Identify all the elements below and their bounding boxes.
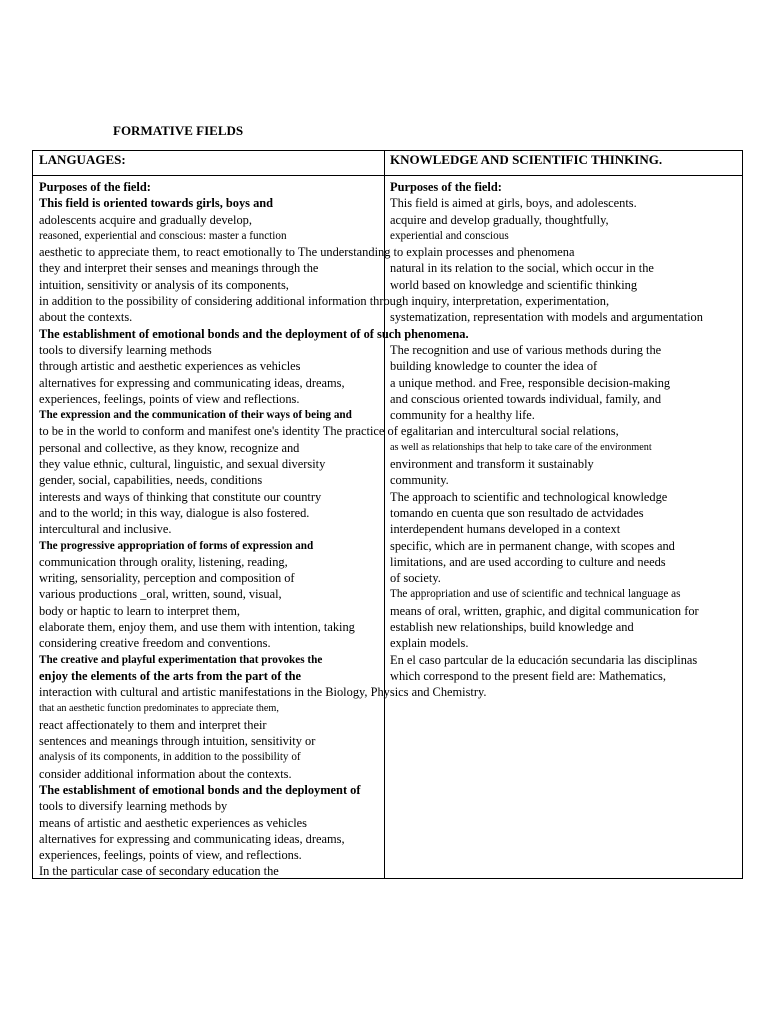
text-line: they and interpret their senses and meanings through the [39,261,319,276]
text-line: considering creative freedom and conventions. [39,636,271,651]
text-line: enjoy the elements of the arts from the part of the [39,668,301,683]
text-line: interests and ways of thinking that constitute our country [39,489,322,504]
text-line: community for a healthy life. [390,408,535,423]
text-line: in addition to the possibility of considering additional information through inquiry, interpretation, experimentation, [39,294,610,309]
text-line: The progressive appropriation of forms of expression and [39,539,314,552]
text-line: various productions _oral, written, sound, visual, [39,587,282,602]
text-line [390,244,703,260]
text-line: The establishment of emotional bonds and the deployment of of such phenomena. [39,326,469,341]
text-line: that an aesthetic function predominates to appreciate them, [39,702,279,714]
text-line: specific, which are in permanent change, with scopes and [390,538,675,553]
text-line: explain models. [390,636,469,651]
text-line: The creative and playful experimentation that provokes the [39,653,323,666]
text-line: alternatives for expressing and communicating ideas, dreams, [39,375,345,390]
text-line: natural in its relation to the social, which occur in the [390,261,654,276]
text-line: adolescents acquire and gradually develop, [39,212,252,227]
formative-fields-table [32,150,743,879]
text-line: react affectionately to them and interpret their [39,717,267,732]
text-line: interaction with cultural and artistic manifestations in the Biology, Physics and Chemistry. [39,685,487,700]
text-line: establish new relationships, build knowledge and [390,620,634,635]
text-line [390,326,703,342]
text-line: a unique method. and Free, responsible decision-making [390,375,671,390]
text-line: In the particular case of secondary education the [39,864,279,879]
text-line: communication through orality, listening, reading, [39,554,288,569]
text-line: intuition, sensitivity or analysis of its components, [39,277,289,292]
text-line: consider additional information about the contexts. [39,766,292,781]
text-line: personal and collective, as they know, recognize and [39,440,300,455]
text-line: through artistic and aesthetic experiences as vehicles [39,359,301,374]
text-line: environment and transform it sustainably [390,457,594,472]
knowledge-column [390,179,703,684]
text-line: This field is aimed at girls, boys, and adolescents. [390,196,637,211]
text-line: interdependent humans developed in a context [390,522,621,537]
text-line: community. [390,473,449,488]
text-line: and to the world; in this way, dialogue is also fostered. [39,505,310,520]
text-line: about the contexts. [39,310,133,325]
text-line: intercultural and inclusive. [39,522,172,537]
languages-header: LANGUAGES: [39,152,126,167]
text-line [390,423,703,439]
text-line: experiential and conscious [390,229,509,242]
text-line: to be in the world to conform and manifest one's identity The practice of egalitarian and intercultural social relations, [39,424,619,439]
text-line: The recognition and use of various methods during the [390,342,662,357]
text-line: sentences and meanings through intuition, sensitivity or [39,734,316,749]
text-line: systematization, representation with models and argumentation [390,310,703,325]
text-line: aesthetic to appreciate them, to react emotionally to The understanding to explain processes and phenomena [39,245,575,260]
text-line: En el caso partcular de la educación secundaria las disciplinas [390,652,698,667]
text-line: Purposes of the field: [39,180,151,194]
text-line: means of artistic and aesthetic experiences as vehicles [39,815,308,830]
text-line: means of oral, written, graphic, and digital communication for [390,603,699,618]
text-line: body or haptic to learn to interpret them, [39,603,240,618]
text-line: of society. [390,571,441,586]
text-line: reasoned, experiential and conscious: master a function [39,229,287,242]
text-line: The establishment of emotional bonds and the deployment of [39,782,361,797]
text-line: The approach to scientific and technological knowledge [390,489,668,504]
text-line: they value ethnic, cultural, linguistic, and sexual diversity [39,457,326,472]
text-line: tools to diversify learning methods by [39,799,228,814]
text-line: writing, sensoriality, perception and composition of [39,571,295,586]
text-line: limitations, and are used according to culture and needs [390,554,666,569]
text-line: as well as relationships that help to take care of the environment [390,441,652,453]
text-line: experiences, feelings, points of view and reflections. [39,391,300,406]
text-line: alternatives for expressing and communicating ideas, dreams, [39,831,345,846]
text-line: building knowledge to counter the idea of [390,359,598,374]
text-line: tools to diversify learning methods [39,342,212,357]
text-line: The appropriation and use of scientific and technical language as [390,588,681,601]
text-line: and conscious oriented towards individual, family, and [390,391,662,406]
text-line: which correspond to the present field are: Mathematics, [390,668,666,683]
text-line: The expression and the communication of their ways of being and [39,409,352,422]
text-line: This field is oriented towards girls, boys and [39,196,274,211]
text-line: analysis of its components, in addition to the possibility of [39,751,301,764]
text-line: tomando en cuenta que son resultado de actvidades [390,505,644,520]
header-divider [33,175,742,176]
text-line: world based on knowledge and scientific thinking [390,277,638,292]
text-line: Purposes of the field: [390,180,502,194]
text-line: experiences, feelings, points of view, and reflections. [39,848,302,863]
knowledge-scientific-thinking-header: KNOWLEDGE AND SCIENTIFIC THINKING. [390,152,663,167]
text-line: gender, social, capabilities, needs, conditions [39,473,263,488]
text-line: acquire and develop gradually, thoughtfully, [390,212,609,227]
text-line: elaborate them, enjoy them, and use them with intention, taking [39,620,355,635]
text-line [390,293,703,309]
document-title: FORMATIVE FIELDS [113,123,244,138]
